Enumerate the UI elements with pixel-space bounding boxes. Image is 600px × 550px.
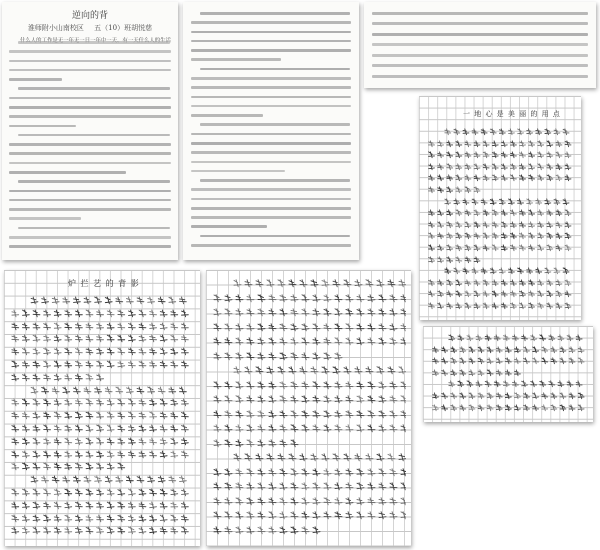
handwritten-line (425, 207, 575, 219)
text-line (191, 96, 351, 99)
text-line (9, 190, 171, 193)
text-line (191, 207, 351, 210)
text-line (200, 123, 350, 126)
printed-text-block-1 (9, 41, 171, 254)
text-line (191, 133, 351, 136)
handwritten-line (8, 396, 194, 409)
handwritten-line (210, 523, 406, 538)
text-line (18, 180, 170, 183)
handwritten-line (425, 230, 575, 242)
text-line (191, 49, 351, 52)
text-line (200, 235, 350, 238)
handwritten-line (429, 390, 585, 402)
text-line (9, 60, 171, 63)
handwritten-line (210, 334, 406, 349)
handwritten-line (210, 392, 406, 407)
text-line (191, 114, 263, 117)
handwritten-line (429, 355, 585, 367)
text-line (9, 152, 171, 155)
text-line (18, 41, 170, 44)
text-line (18, 87, 170, 90)
handwritten-line (425, 196, 575, 208)
text-line (9, 171, 126, 174)
text-line (9, 162, 171, 165)
text-line (191, 105, 351, 108)
text-line (9, 97, 171, 100)
printed-essay-page-3 (364, 2, 596, 88)
handwritten-line (425, 161, 575, 173)
text-line (372, 54, 588, 57)
text-line (9, 125, 76, 128)
handwritten-line (8, 332, 194, 345)
handwritten-line (425, 288, 575, 300)
handwritten-line (8, 358, 194, 371)
text-line (372, 22, 588, 25)
handwritten-line (210, 276, 406, 291)
text-line (191, 77, 351, 80)
handwritten-line (425, 277, 575, 289)
essay-title: 逆向的背 (71, 11, 108, 21)
text-line (9, 245, 171, 248)
text-line (191, 142, 351, 145)
text-line (9, 217, 81, 220)
handwritten-line (8, 512, 194, 525)
handwritten-line (210, 378, 406, 393)
text-line (200, 12, 350, 15)
handwritten-line (429, 378, 585, 390)
handwritten-line (210, 494, 406, 509)
printed-essay-page-2 (183, 2, 359, 260)
handwritten-line (8, 448, 194, 461)
handwritten-line (425, 184, 575, 196)
handwritten-title-bottom-left: 炉 拦 艺 的 背 影 (68, 279, 140, 288)
printed-text-block-2 (191, 12, 351, 253)
handwritten-line (425, 265, 575, 277)
text-line (200, 179, 350, 182)
handwritten-line (210, 291, 406, 306)
handwritten-line (210, 320, 406, 335)
text-line (191, 161, 351, 164)
handwritten-title-right: 一 地 心 是 美 丽 的 用 点 (463, 110, 561, 118)
handwritten-line (8, 524, 194, 537)
printed-text-block-3 (372, 12, 588, 85)
handwritten-line (8, 499, 194, 512)
text-line (191, 170, 285, 173)
text-line (191, 188, 351, 191)
text-line (191, 58, 281, 61)
text-line (18, 227, 170, 230)
printed-essay-page-1 (2, 2, 178, 260)
text-line (9, 199, 171, 202)
handwritten-line (429, 332, 585, 344)
handwritten-grid-page-right (419, 96, 581, 320)
text-line (372, 43, 588, 46)
handwritten-line (8, 307, 194, 320)
text-line (9, 69, 171, 72)
text-line (191, 216, 351, 219)
handwritten-line (210, 421, 406, 436)
handwritten-line (425, 300, 575, 312)
handwritten-line (8, 345, 194, 358)
text-line (191, 151, 351, 154)
handwritten-line (210, 450, 406, 465)
essay-byline (9, 23, 171, 33)
handwritten-grid-page-bottom-center (206, 270, 411, 546)
handwritten-line (210, 305, 406, 320)
handwritten-line (425, 126, 575, 138)
handwritten-line (425, 149, 575, 161)
text-line (9, 143, 171, 146)
text-line (372, 12, 588, 15)
handwritten-line (425, 254, 575, 266)
handwritten-line (8, 409, 194, 422)
text-line (18, 134, 170, 137)
text-line (9, 208, 171, 211)
handwritten-line (8, 486, 194, 499)
handwritten-line (210, 436, 406, 451)
text-line (9, 78, 62, 81)
handwritten-line (425, 219, 575, 231)
text-line (191, 40, 351, 43)
handwritten-line (8, 384, 194, 397)
text-line (9, 115, 171, 118)
school-name: 淮师附小山南校区 (27, 24, 84, 32)
handwritten-line (210, 508, 406, 523)
handwritten-line (210, 363, 406, 378)
text-line (372, 75, 588, 78)
handwritten-line (425, 242, 575, 254)
text-line (372, 64, 588, 67)
class-author: 五（10）班胡悦慈 (94, 24, 153, 32)
handwritten-line (210, 465, 406, 480)
text-line (9, 50, 171, 53)
handwritten-line (8, 371, 194, 384)
handwritten-line (425, 138, 575, 150)
handwritten-line (8, 422, 194, 435)
handwritten-line (8, 460, 194, 473)
text-line (200, 68, 350, 71)
handwritten-line (8, 294, 194, 307)
text-line (191, 31, 351, 34)
handwritten-grid-page-bottom-left (4, 270, 200, 546)
text-line (191, 198, 351, 201)
handwritten-line (210, 349, 406, 364)
text-line (9, 236, 171, 239)
handwritten-line (8, 320, 194, 333)
handwritten-line (8, 473, 194, 486)
handwritten-line (429, 367, 585, 379)
text-line (9, 106, 171, 109)
handwritten-line (210, 407, 406, 422)
text-line (191, 244, 351, 247)
handwritten-line (429, 344, 585, 356)
handwritten-line (425, 172, 575, 184)
handwritten-grid-page-small (423, 326, 593, 422)
text-line (191, 225, 267, 228)
handwritten-line (210, 479, 406, 494)
text-line (191, 86, 351, 89)
text-line (191, 21, 351, 24)
text-line (372, 33, 588, 36)
handwritten-line (8, 435, 194, 448)
handwritten-line (429, 402, 585, 414)
